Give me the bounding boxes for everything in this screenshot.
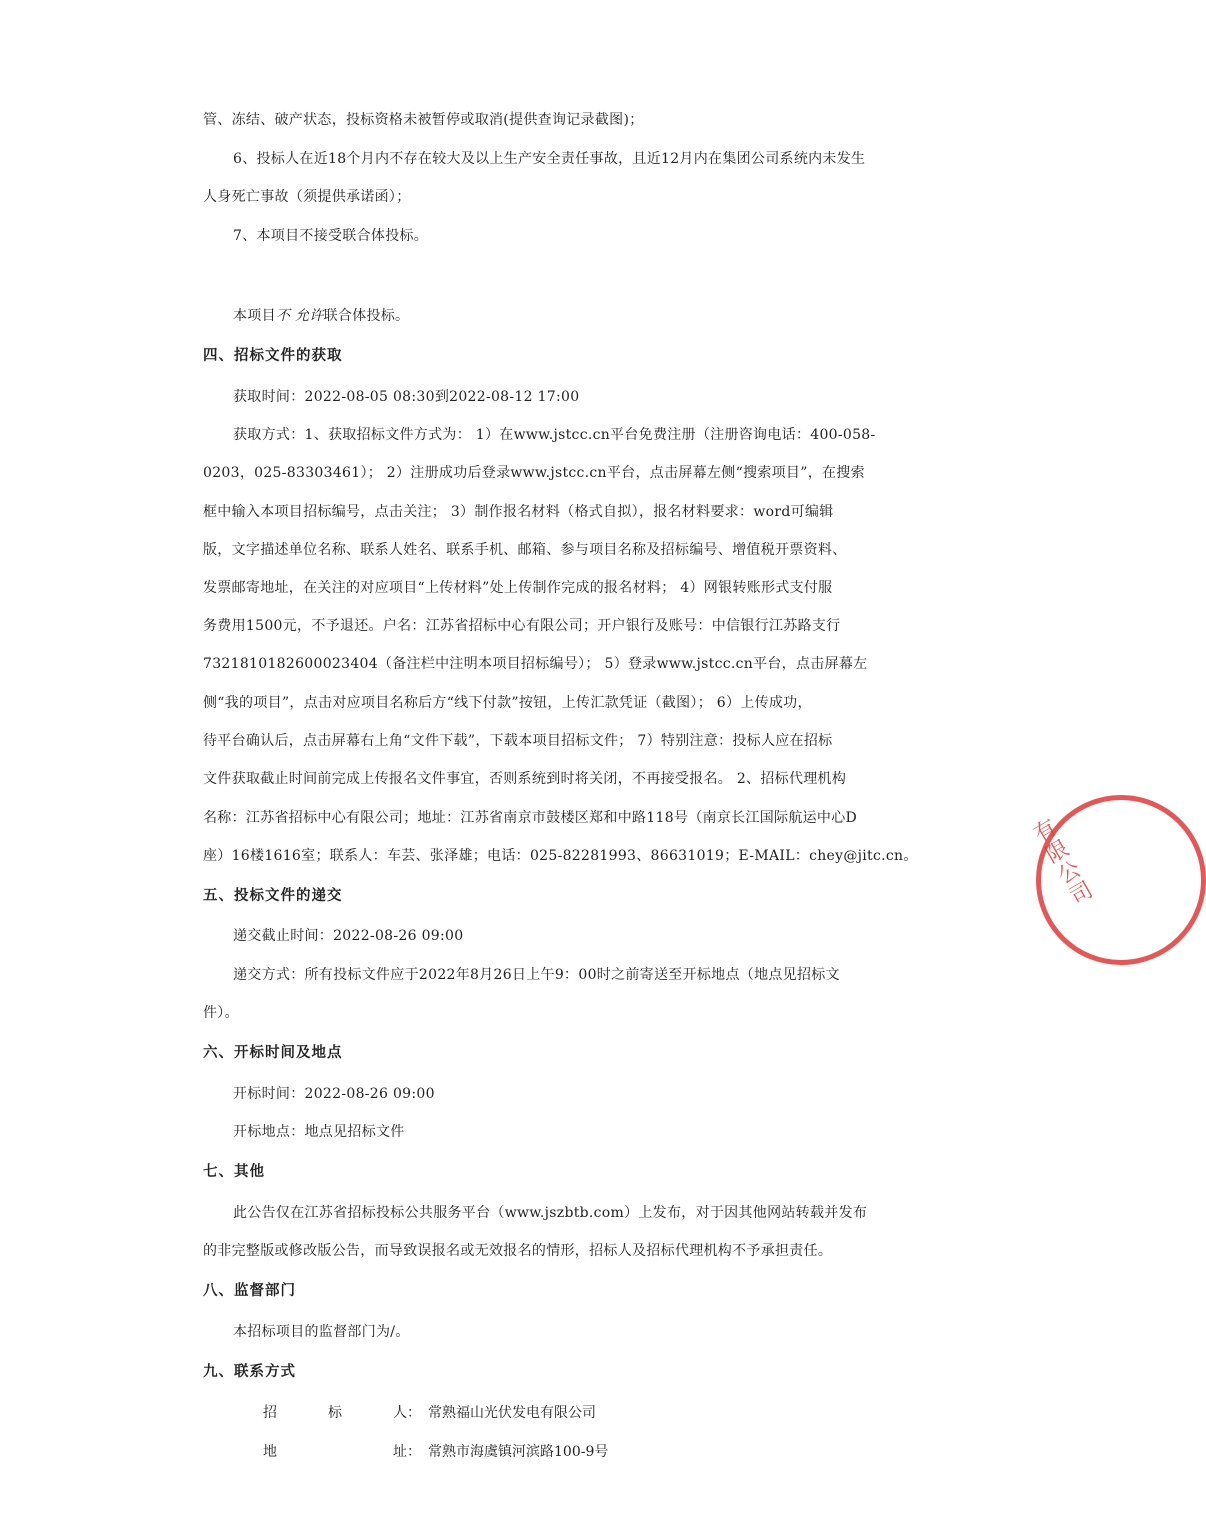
section-heading: 九、联系方式: [203, 1363, 296, 1380]
paragraph-line: 座）16楼1616室；联系人：车芸、张泽雄；电话：025-82281993、86631019；E-MAIL：chey@jitc.cn。: [203, 848, 918, 864]
paragraph-line: 7321810182600023404（备注栏中注明本项目招标编号）； 5）登录www.jstcc.cn平台，点击屏幕左: [203, 656, 868, 672]
section-heading: 五、投标文件的递交: [203, 887, 343, 904]
section-heading: 六、开标时间及地点: [203, 1044, 343, 1061]
section-heading: 八、监督部门: [203, 1282, 296, 1299]
paragraph-line: 侧“我的项目”，点击对应项目名称后方“线下付款”按钮，上传汇款凭证（截图）； 6）上传成功，: [203, 695, 812, 711]
paragraph-line: 件）。: [203, 1005, 239, 1021]
contact-label-char: 址：: [393, 1444, 421, 1460]
company-seal-text: 有限公司: [1026, 815, 1097, 911]
contact-label-char: 招: [263, 1405, 277, 1421]
text-run: 本项目: [233, 308, 276, 324]
paragraph-line: 版，文字描述单位名称、联系人姓名、联系手机、邮箱、参与项目名称及招标编号、增值税开票资料、: [203, 542, 847, 558]
paragraph-line: 框中输入本项目招标编号，点击关注； 3）制作报名材料（格式自拟），报名材料要求：word可编辑: [203, 504, 834, 520]
paragraph-line: [233, 306, 409, 326]
paragraph-line: 待平台确认后，点击屏幕右上角“文件下载”，下载本项目招标文件； 7）特别注意：投标人应在招标: [203, 733, 833, 749]
paragraph-line: 递交方式：所有投标文件应于2022年8月26日上午9：00时之前寄送至开标地点（地点见招标文: [233, 967, 840, 983]
tenderer-address: 常熟市海虞镇河滨路100-9号: [428, 1444, 609, 1460]
paragraph-line: 文件获取截止时间前完成上传报名文件事宜，否则系统到时将关闭，不再接受报名。 2、招标代理机构: [203, 771, 847, 787]
paragraph-line: 0203，025-83303461）； 2）注册成功后登录www.jstcc.cn平台，点击屏幕左侧“搜索项目”，在搜索: [203, 465, 865, 481]
section-heading: 四、招标文件的获取: [203, 347, 343, 364]
section-heading: 七、其他: [203, 1163, 265, 1180]
paragraph-line: 人身死亡事故（须提供承诺函）；: [203, 189, 411, 205]
paragraph-line: 获取方式：1、获取招标文件方式为： 1）在www.jstcc.cn平台免费注册（注册咨询电话：400-058-: [233, 427, 876, 443]
contact-label-char: 人：: [393, 1405, 421, 1421]
contact-label-char: 标: [328, 1405, 342, 1421]
paragraph-line: 的非完整版或修改版公告，而导致误报名或无效报名的情形，招标人及招标代理机构不予承担责任。: [203, 1243, 833, 1259]
paragraph-line: 开标时间：2022-08-26 09:00: [233, 1086, 435, 1102]
paragraph-line: 发票邮寄地址，在关注的对应项目“上传材料”处上传制作完成的报名材料； 4）网银转账形式支付服: [203, 580, 833, 596]
paragraph-line: 递交截止时间：2022-08-26 09:00: [233, 928, 464, 944]
text-run: 联合体投标。: [323, 308, 410, 324]
paragraph-line: 7、本项目不接受联合体投标。: [233, 228, 429, 244]
paragraph-line: 此公告仅在江苏省招标投标公共服务平台（www.jszbtb.com）上发布，对于因其他网站转载并发布: [233, 1205, 868, 1221]
paragraph-line: 开标地点：地点见招标文件: [233, 1124, 405, 1140]
paragraph-line: 名称：江苏省招标中心有限公司；地址：江苏省南京市鼓楼区郑和中路118号（南京长江国际航运中心D: [203, 810, 858, 826]
italic-text-run: 不 允许: [275, 308, 324, 324]
paragraph-line: 务费用1500元，不予退还。户名：江苏省招标中心有限公司；开户银行及账号：中信银行江苏路支行: [203, 618, 841, 634]
paragraph-line: 管、冻结、破产状态，投标资格未被暂停或取消(提供查询记录截图)；: [203, 112, 644, 128]
paragraph-line: 6、投标人在近18个月内不存在较大及以上生产安全责任事故，且近12月内在集团公司系统内未发生: [233, 151, 866, 167]
tenderer-name: 常熟福山光伏发电有限公司: [428, 1405, 596, 1421]
contact-label-char: 地: [263, 1444, 277, 1460]
paragraph-line: 获取时间：2022-08-05 08:30到2022-08-12 17:00: [233, 389, 580, 405]
paragraph-line: 本招标项目的监督部门为/。: [233, 1324, 410, 1340]
